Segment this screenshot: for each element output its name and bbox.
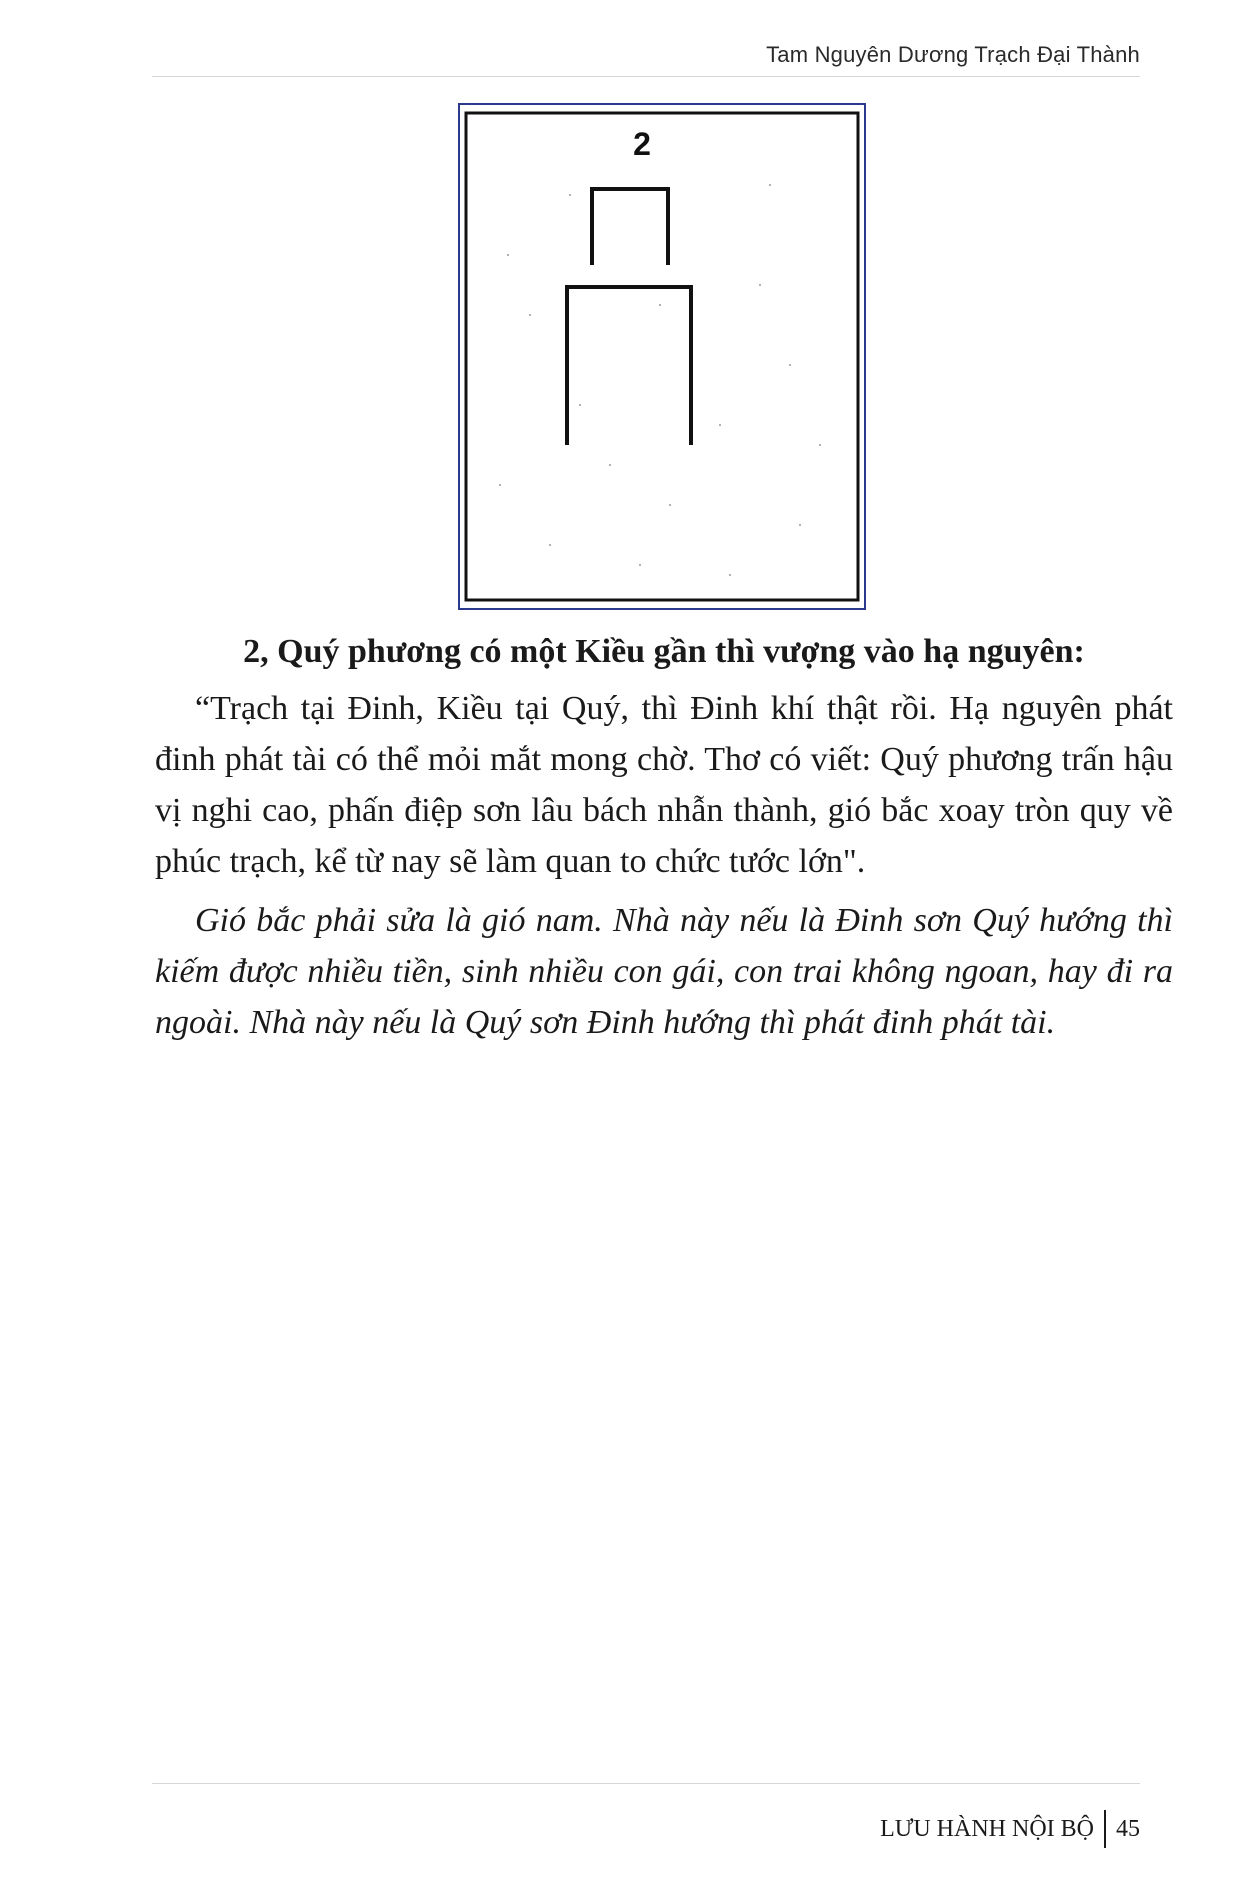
running-header: Tam Nguyên Dương Trạch Đại Thành [766,42,1140,67]
header-divider [152,76,1140,77]
page-number: 45 [1116,1815,1140,1842]
section-heading: 2, Quý phương có một Kiều gần thì vượng vào hạ nguyên: [243,633,1085,670]
footer-separator [1104,1810,1106,1848]
page-body [155,626,1173,1048]
inner-frame [466,113,858,600]
page-footer [880,1810,1140,1848]
commentary-paragraph: Gió bắc phải sửa là gió nam. Nhà này nếu là Đinh sơn Quý hướng thì kiếm được nhiều tiền, sinh nhiều con gái, con trai không ngoan, hay đi ra ngoài. Nhà này nếu là Quý sơn Đinh hướng thì phát đinh phát tài. [155,902,1173,1041]
footer-divider [152,1783,1140,1784]
figure-diagram [458,103,866,610]
figure-label: 2 [633,126,651,162]
circulation-note: LƯU HÀNH NỘI BỘ [880,1815,1094,1842]
quote-paragraph: “Trạch tại Đinh, Kiều tại Quý, thì Đinh khí thật rồi. Hạ nguyên phát đinh phát tài có thể mỏi mắt mong chờ. Thơ có viết: Quý phương trấn hậu vị nghi cao, phấn điệp sơn lâu bách nhẫn thành, gió bắc xoay tròn quy về phúc trạch, kể từ nay sẽ làm quan to chức tước lớn". [155,690,1173,880]
figure-svg [460,105,864,608]
